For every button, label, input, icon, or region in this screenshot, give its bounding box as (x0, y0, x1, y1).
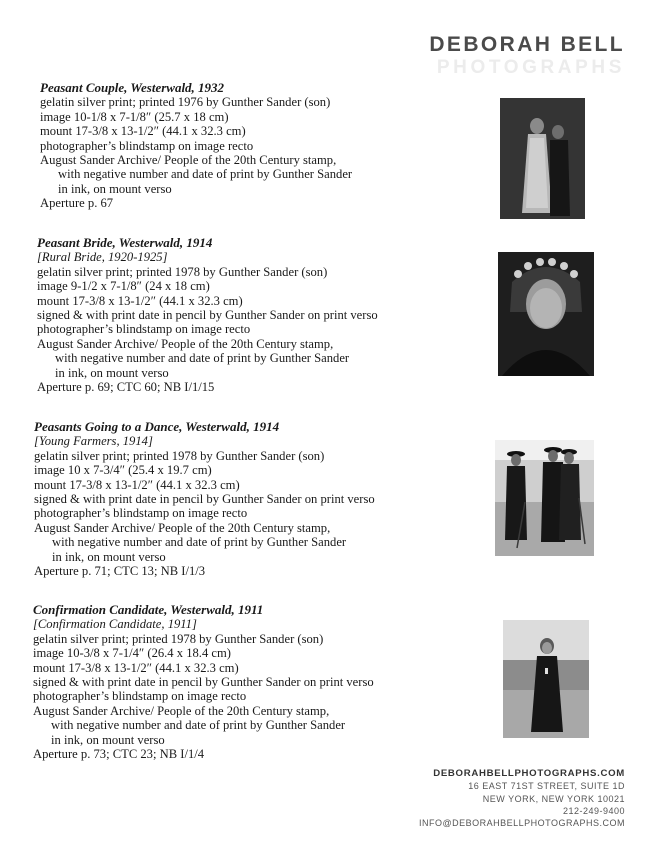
entry-reference: Aperture p. 73; CTC 23; NB I/1/4 (33, 747, 205, 762)
photo-peasants-going-to-dance (495, 440, 594, 556)
entry-signature: signed & with print date in pencil by Gunther Sander on print verso (34, 492, 375, 507)
entry-reference: Aperture p. 69; CTC 60; NB I/1/15 (37, 380, 215, 395)
entry-image-size: image 9-1/2 x 7-1/8″ (24 x 18 cm) (37, 279, 210, 294)
entry-archive-stamp-detail: with negative number and date of print by Gunther Sander (52, 535, 347, 550)
photo-peasant-bride (498, 252, 594, 376)
entry-title: Peasant Couple, Westerwald, 1932 (40, 80, 225, 95)
entry-archive-stamp: August Sander Archive/ People of the 20th Century stamp, (33, 703, 330, 718)
entry-title: Peasants Going to a Dance, Westerwald, 1914 (34, 419, 280, 434)
website-link[interactable]: DEBORAHBELLPHOTOGRAPHS.COM (433, 768, 625, 779)
entry-image-size: image 10-1/8 x 7-1/8″ (25.7 x 18 cm) (40, 109, 229, 124)
entry-image-size: image 10-3/8 x 7-1/4″ (26.4 x 18.4 cm) (33, 646, 231, 661)
email-link[interactable]: INFO@DEBORAHBELLPHOTOGRAPHS.COM (418, 818, 625, 829)
catalog-entry-2 (37, 236, 378, 394)
gallery-name: DEBORAH BELL (429, 33, 625, 56)
city-address: NEW YORK, NEW YORK 10021 (482, 793, 625, 804)
entry-mount-size: mount 17-3/8 x 13-1/2″ (44.1 x 32.3 cm) (33, 660, 239, 675)
gallery-logo (429, 34, 625, 77)
entry-signature: signed & with print date in pencil by Gunther Sander on print verso (33, 675, 374, 690)
photo-confirmation-candidate (503, 620, 589, 738)
street-address: 16 EAST 71ST STREET, SUITE 1D (468, 781, 625, 792)
entry-archive-stamp-location: in ink, on mount verso (51, 732, 165, 747)
entry-blindstamp: photographer’s blindstamp on image recto (40, 138, 254, 153)
catalog-entry-3 (34, 420, 375, 578)
gallery-subtitle: PHOTOGRAPHS (436, 57, 625, 78)
entry-mount-size: mount 17-3/8 x 13-1/2″ (44.1 x 32.3 cm) (34, 477, 240, 492)
entry-mount-size: mount 17-3/8 x 13-1/2″ (44.1 x 32.3 cm) (37, 293, 243, 308)
entry-signature: signed & with print date in pencil by Gunther Sander on print verso (37, 308, 378, 323)
entry-medium: gelatin silver print; printed 1978 by Gunther Sander (son) (33, 631, 324, 646)
entry-title: Peasant Bride, Westerwald, 1914 (37, 235, 213, 250)
entry-reference: Aperture p. 71; CTC 13; NB I/1/3 (34, 564, 206, 579)
gallery-contact (419, 768, 625, 829)
entry-medium: gelatin silver print; printed 1976 by Gunther Sander (son) (40, 95, 331, 110)
entry-image-size: image 10 x 7-3/4″ (25.4 x 19.7 cm) (34, 463, 212, 478)
entry-reference: Aperture p. 67 (40, 196, 114, 211)
entry-alternate-title: [Confirmation Candidate, 1911] (33, 617, 197, 632)
entry-blindstamp: photographer’s blindstamp on image recto (34, 506, 248, 521)
entry-archive-stamp-detail: with negative number and date of print by Gunther Sander (51, 718, 346, 733)
entry-archive-stamp: August Sander Archive/ People of the 20th Century stamp, (37, 336, 334, 351)
entry-medium: gelatin silver print; printed 1978 by Gunther Sander (son) (34, 448, 325, 463)
entry-alternate-title: [Rural Bride, 1920-1925] (37, 250, 168, 265)
entry-archive-stamp-location: in ink, on mount verso (55, 365, 169, 380)
entry-archive-stamp-location: in ink, on mount verso (58, 181, 172, 196)
entry-archive-stamp-detail: with negative number and date of print by Gunther Sander (55, 351, 350, 366)
entry-title: Confirmation Candidate, Westerwald, 1911 (33, 602, 264, 617)
entry-medium: gelatin silver print; printed 1978 by Gunther Sander (son) (37, 264, 328, 279)
catalog-entry-1 (40, 81, 352, 211)
entry-blindstamp: photographer’s blindstamp on image recto (37, 322, 251, 337)
entry-mount-size: mount 17-3/8 x 13-1/2″ (44.1 x 32.3 cm) (40, 124, 246, 139)
entry-archive-stamp-location: in ink, on mount verso (52, 549, 166, 564)
entry-alternate-title: [Young Farmers, 1914] (34, 434, 153, 449)
phone-number: 212-249-9400 (562, 805, 625, 816)
catalog-entry-4 (33, 603, 374, 761)
entry-archive-stamp-detail: with negative number and date of print by Gunther Sander (58, 167, 353, 182)
entry-archive-stamp: August Sander Archive/ People of the 20th Century stamp, (40, 153, 337, 168)
entry-blindstamp: photographer’s blindstamp on image recto (33, 689, 247, 704)
entry-archive-stamp: August Sander Archive/ People of the 20th Century stamp, (34, 520, 331, 535)
photo-peasant-couple (500, 98, 585, 219)
